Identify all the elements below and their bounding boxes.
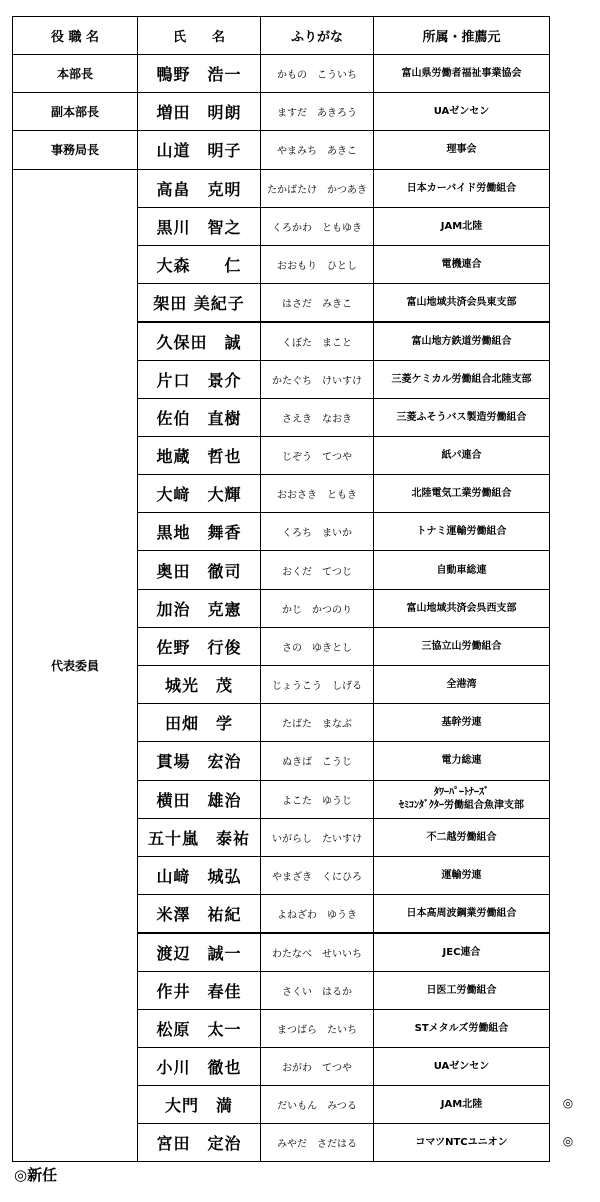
affiliation-cell	[374, 513, 550, 551]
name-cell: 奥田 徹司	[138, 551, 261, 589]
affiliation-cell	[374, 551, 550, 589]
affiliation-cell	[374, 971, 550, 1009]
kana-cell: くぼた まこと	[261, 322, 374, 360]
affiliation-line: 日医工労働組合	[426, 984, 497, 996]
name-cell: 地蔵 哲也	[138, 436, 261, 474]
affiliation-line: 日本高周波鋼業労働組合	[406, 907, 517, 919]
affiliation-cell	[374, 818, 550, 856]
name-cell: 作井 春佳	[138, 971, 261, 1009]
officer-row	[13, 55, 550, 93]
affiliation-line: 不二越労働組合	[426, 831, 497, 843]
affiliation-cell	[374, 780, 550, 818]
name-cell: 五十嵐 泰祐	[138, 818, 261, 856]
name-cell: 佐野 行俊	[138, 627, 261, 665]
header-row	[13, 17, 550, 55]
name-cell: 大﨑 大輝	[138, 475, 261, 513]
affiliation-cell	[374, 627, 550, 665]
committee-roster-table	[12, 16, 550, 1162]
name-cell: 加治 克憲	[138, 589, 261, 627]
kana-cell: くろち まいか	[261, 513, 374, 551]
kana-cell: だいもん みつる	[261, 1086, 374, 1124]
affiliation-cell	[374, 93, 550, 131]
affiliation-line: STメタルズ労働組合	[414, 1022, 509, 1034]
affiliation-cell	[374, 856, 550, 894]
name-cell: 片口 景介	[138, 360, 261, 398]
affiliation-cell	[374, 933, 550, 971]
affiliation-cell	[374, 589, 550, 627]
affiliation-line: 富山地域共済会呉東支部	[406, 296, 517, 308]
name-cell: 米澤 祐紀	[138, 895, 261, 933]
affiliation-line: ﾀﾜｰﾊﾟｰﾄﾅｰｽﾞ	[434, 787, 489, 799]
name-cell: 架田 美紀子	[138, 284, 261, 322]
name-cell: 小川 徹也	[138, 1047, 261, 1085]
affiliation-line: 理事会	[446, 144, 477, 156]
affiliation-line: 三菱ふそうバス製造労働組合	[396, 411, 527, 423]
affiliation-line: JAM北陸	[440, 1099, 483, 1111]
name-cell: 大森 仁	[138, 245, 261, 283]
affiliation-cell	[374, 436, 550, 474]
kana-cell: おがわ てつや	[261, 1047, 374, 1085]
kana-cell: くろかわ ともゆき	[261, 207, 374, 245]
kana-cell: かもの こういち	[261, 55, 374, 93]
affiliation-line: 運輸労連	[441, 870, 482, 882]
affiliation-line: 自動車総連	[436, 564, 487, 576]
name-cell: 松原 太一	[138, 1009, 261, 1047]
kana-cell: よこた ゆうじ	[261, 780, 374, 818]
officer-row	[13, 131, 550, 169]
affiliation-cell	[374, 666, 550, 704]
affiliation-line: JEC連合	[442, 946, 481, 958]
kana-cell: はさだ みきこ	[261, 284, 374, 322]
name-cell: 城光 茂	[138, 666, 261, 704]
member-row	[13, 169, 550, 207]
kana-cell: じぞう てつや	[261, 436, 374, 474]
kana-cell: みやだ さだはる	[261, 1124, 374, 1162]
affiliation-cell	[374, 742, 550, 780]
affiliation-cell	[374, 1047, 550, 1085]
affiliation-line: 日本カーバイド労働組合	[406, 182, 517, 194]
affiliation-cell	[374, 131, 550, 169]
name-cell: 大門 満	[138, 1086, 261, 1124]
kana-cell: おおもり ひとし	[261, 245, 374, 283]
role-cell: 副本部長	[13, 93, 138, 131]
affiliation-line: トナミ運輸労働組合	[416, 526, 507, 538]
affiliation-line: 電力総連	[441, 755, 482, 767]
new-appointment-mark: ◎	[562, 1096, 574, 1110]
affiliation-line: UAゼンセン	[433, 106, 490, 118]
name-cell: 佐伯 直樹	[138, 398, 261, 436]
affiliation-cell	[374, 245, 550, 283]
header-name: 氏 名	[138, 17, 261, 55]
kana-cell: やまざき くにひろ	[261, 856, 374, 894]
affiliation-line: JAM北陸	[440, 220, 483, 232]
name-cell: 黒川 智之	[138, 207, 261, 245]
affiliation-line: 紙パ連合	[441, 449, 482, 461]
affiliation-line: 富山地域共済会呉西支部	[406, 602, 517, 614]
affiliation-cell	[374, 1124, 550, 1162]
kana-cell: よねざわ ゆうき	[261, 895, 374, 933]
kana-cell: いがらし たいすけ	[261, 818, 374, 856]
affiliation-cell	[374, 169, 550, 207]
affiliation-line: 北陸電気工業労働組合	[411, 488, 512, 500]
officer-row	[13, 93, 550, 131]
kana-cell: たかばたけ かつあき	[261, 169, 374, 207]
affiliation-cell	[374, 1009, 550, 1047]
name-cell: 増田 明朗	[138, 93, 261, 131]
kana-cell: さの ゆきとし	[261, 627, 374, 665]
name-cell: 山道 明子	[138, 131, 261, 169]
name-cell: 高畠 克明	[138, 169, 261, 207]
header-role: 役 職 名	[13, 17, 138, 55]
roster-body	[13, 17, 550, 1162]
name-cell: 横田 雄治	[138, 780, 261, 818]
kana-cell: さえき なおき	[261, 398, 374, 436]
affiliation-line: ｾﾐｺﾝﾀﾞｸﾀｰ労働組合魚津支部	[399, 800, 524, 812]
footnote-new-appointment: ◎新任	[14, 1166, 58, 1184]
role-cell: 事務局長	[13, 131, 138, 169]
name-cell: 田畑 学	[138, 704, 261, 742]
affiliation-line: 三菱ケミカル労働組合北陸支部	[391, 373, 532, 385]
affiliation-cell	[374, 207, 550, 245]
affiliation-cell	[374, 704, 550, 742]
header-kana: ふりがな	[261, 17, 374, 55]
affiliation-line: 電機連合	[441, 259, 482, 271]
kana-cell: かじ かつのり	[261, 589, 374, 627]
role-cell: 代表委員	[13, 169, 138, 1162]
name-cell: 久保田 誠	[138, 322, 261, 360]
name-cell: 山﨑 城弘	[138, 856, 261, 894]
affiliation-cell	[374, 360, 550, 398]
affiliation-line: UAゼンセン	[433, 1060, 490, 1072]
affiliation-cell	[374, 475, 550, 513]
affiliation-cell	[374, 895, 550, 933]
affiliation-line: 富山県労働者福祉事業協会	[401, 68, 522, 80]
kana-cell: さくい はるか	[261, 971, 374, 1009]
kana-cell: かたぐち けいすけ	[261, 360, 374, 398]
kana-cell: おおさき ともき	[261, 475, 374, 513]
name-cell: 鴨野 浩一	[138, 55, 261, 93]
kana-cell: じょうこう しげる	[261, 666, 374, 704]
affiliation-cell	[374, 55, 550, 93]
kana-cell: ぬきば こうじ	[261, 742, 374, 780]
affiliation-cell	[374, 284, 550, 322]
header-affiliation: 所属・推薦元	[374, 17, 550, 55]
affiliation-cell	[374, 1086, 550, 1124]
affiliation-line: 富山地方鉄道労働組合	[411, 335, 512, 347]
name-cell: 渡辺 誠一	[138, 933, 261, 971]
name-cell: 貫場 宏治	[138, 742, 261, 780]
affiliation-line: 基幹労連	[441, 717, 482, 729]
kana-cell: やまみち あきこ	[261, 131, 374, 169]
affiliation-line: コマツNTCユニオン	[415, 1137, 508, 1149]
kana-cell: ますだ あきろう	[261, 93, 374, 131]
affiliation-line: 全港湾	[446, 679, 477, 691]
kana-cell: たばた まなぶ	[261, 704, 374, 742]
kana-cell: まつばら たいち	[261, 1009, 374, 1047]
affiliation-line: 三協立山労働組合	[421, 640, 502, 652]
new-appointment-mark: ◎	[562, 1134, 574, 1148]
role-cell: 本部長	[13, 55, 138, 93]
name-cell: 黒地 舞香	[138, 513, 261, 551]
kana-cell: わたなべ せいいち	[261, 933, 374, 971]
name-cell: 宮田 定治	[138, 1124, 261, 1162]
affiliation-cell	[374, 398, 550, 436]
affiliation-cell	[374, 322, 550, 360]
kana-cell: おくだ てつじ	[261, 551, 374, 589]
